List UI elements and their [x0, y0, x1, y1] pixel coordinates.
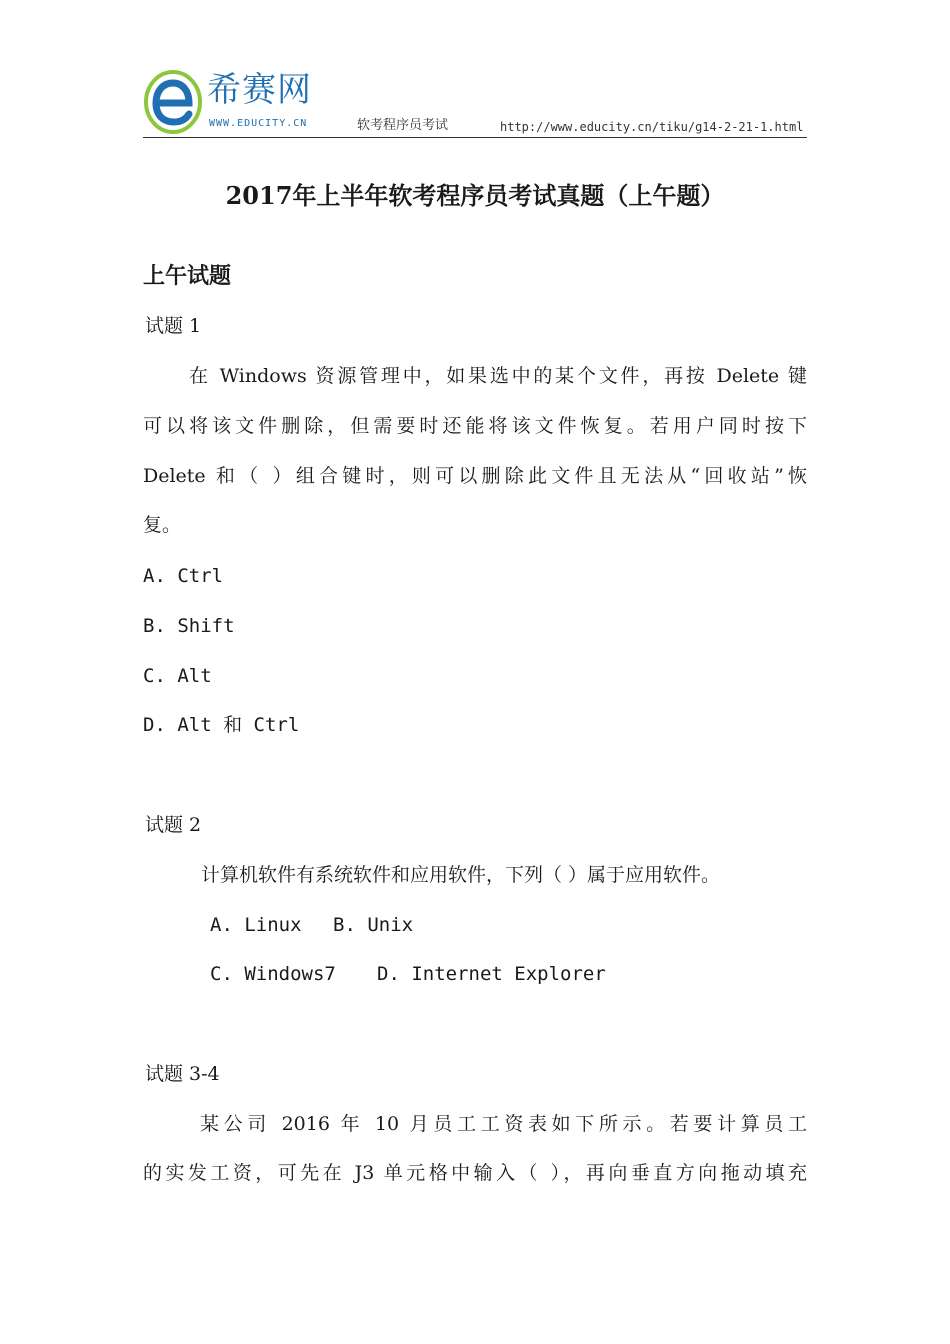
header-subtitle: 软考程序员考试: [357, 118, 449, 133]
page-header: [143, 62, 807, 138]
option-c: C. Windows7: [210, 963, 336, 985]
option-a: A. Linux: [210, 914, 302, 936]
logo-url: WWW.EDUCITY.CN: [209, 118, 308, 129]
header-divider: [143, 137, 807, 138]
question-stem-line: 的实发工资，可先在 J3 单元格中输入（ ），再向垂直方向拖动填充: [143, 1162, 807, 1184]
option-b: B. Unix: [333, 914, 414, 936]
option-b: B. Shift: [143, 615, 235, 637]
question-label: 试题 2: [145, 814, 202, 836]
question-label: 试题 3-4: [145, 1063, 220, 1085]
logo-name: 希赛网: [207, 70, 312, 110]
section-heading: 上午试题: [143, 263, 232, 289]
option-a: A. Ctrl: [143, 565, 224, 587]
question-stem-line: 计算机软件有系统软件和应用软件，下列（ ）属于应用软件。: [201, 864, 721, 886]
educity-logo[interactable]: [143, 68, 313, 136]
question-label: 试题 1: [145, 315, 202, 337]
header-link[interactable]: http://www.educity.cn/tiku/g14-2-21-1.html: [500, 120, 804, 134]
question-stem-line: Delete 和（ ）组合键时，则可以删除此文件且无法从“回收站”恢: [143, 465, 807, 487]
question-stem-line: 在 Windows 资源管理中，如果选中的某个文件，再按 Delete 键: [189, 365, 807, 387]
question-stem-line: 可以将该文件删除，但需要时还能将该文件恢复。若用户同时按下: [143, 415, 807, 437]
option-c: C. Alt: [143, 665, 212, 687]
option-d: D. Alt 和 Ctrl: [143, 714, 300, 736]
logo-e-icon: [143, 70, 203, 134]
option-d: D. Internet Explorer: [377, 963, 606, 985]
question-stem-line: 复。: [143, 514, 182, 536]
page-title: 2017年上半年软考程序员考试真题（上午题）: [225, 181, 725, 210]
question-stem-line: 某公司 2016 年 10 月员工工资表如下所示。若要计算员工: [200, 1113, 807, 1135]
